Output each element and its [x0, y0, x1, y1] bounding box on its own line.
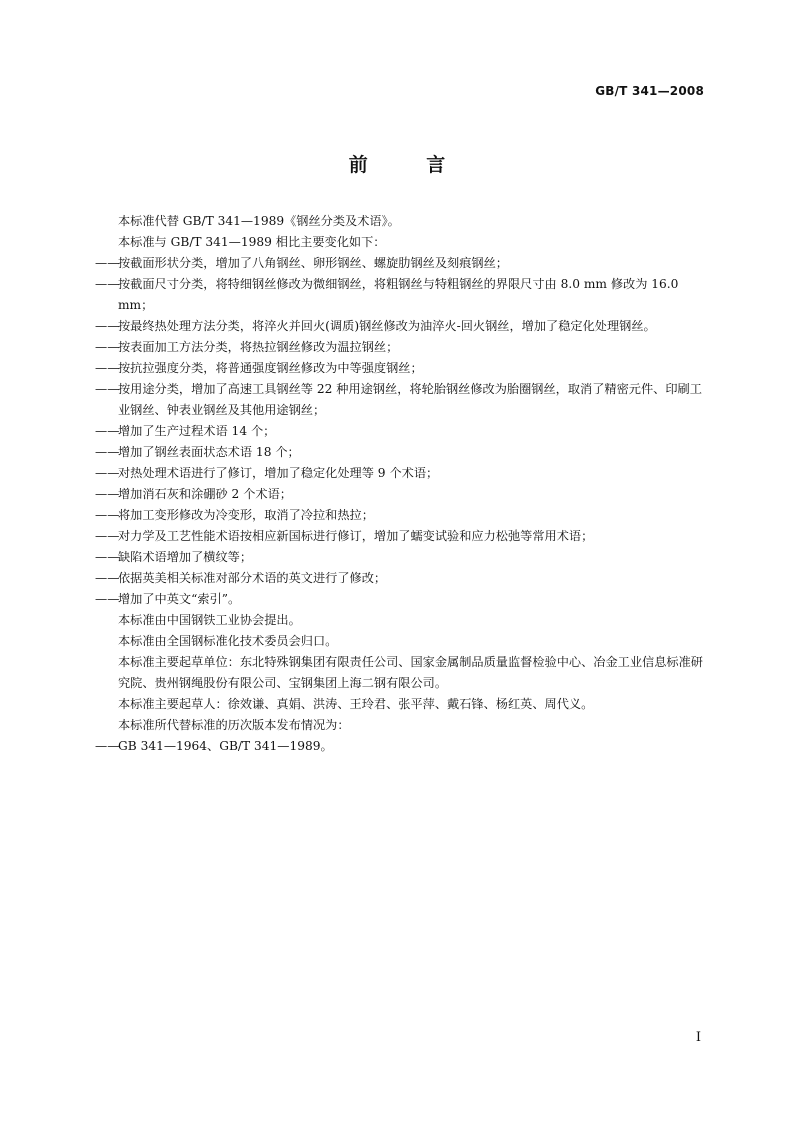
list-item: [95, 547, 708, 568]
dash-mark: ——: [95, 277, 120, 291]
change-text: 增加了钢丝表面状态术语 18 个；: [118, 445, 300, 459]
replace-statement: 本标准代替 GB/T 341—1989《钢丝分类及术语》。: [118, 214, 400, 228]
change-text: 将加工变形修改为冷变形，取消了冷拉和热拉；: [118, 508, 374, 522]
change-text: 增加了中英文“索引”。: [118, 592, 241, 606]
change-text: 对热处理术语进行了修订，增加了稳定化处理等 9 个术语；: [118, 466, 439, 480]
managed-by: 本标准由全国钢标准化技术委员会归口。: [118, 634, 338, 648]
dash-mark: ——: [95, 529, 120, 543]
change-text: 缺陷术语增加了横纹等；: [118, 550, 253, 564]
change-text: 依据英美相关标准对部分术语的英文进行了修改；: [118, 571, 387, 585]
dash-mark: ——: [95, 361, 120, 375]
list-item: [95, 379, 708, 421]
dash-mark: ——: [95, 487, 120, 501]
list-item: [95, 337, 708, 358]
list-item: [95, 463, 708, 484]
list-item: [95, 253, 708, 274]
change-text: 增加消石灰和涂硼砂 2 个术语；: [118, 487, 292, 501]
dash-mark: ——: [95, 382, 120, 396]
drafting-units-text: 本标准主要起草单位：东北特殊钢集团有限责任公司、国家金属制品质量监督检验中心、冶金工业信息标准研究院、贵州钢绳股份有限公司、宝钢集团上海二钢有限公司。: [118, 655, 703, 690]
list-item: [95, 526, 708, 547]
change-text: 按抗拉强度分类，将普通强度钢丝修改为中等强度钢丝；: [118, 361, 423, 375]
dash-mark: ——: [95, 571, 120, 585]
list-item: [95, 484, 708, 505]
drafters: 本标准主要起草人：徐效谦、真娟、洪涛、王玲君、张平萍、戴石锋、杨红英、周代义。: [118, 697, 594, 711]
proposed-by: 本标准由中国钢铁工业协会提出。: [118, 613, 301, 627]
page-title: 前 言: [348, 154, 472, 176]
dash-mark: ——: [95, 340, 120, 354]
list-item: [95, 736, 708, 757]
page-number: I: [695, 1030, 701, 1045]
drafting-units: [95, 652, 708, 694]
dash-mark: ——: [95, 739, 120, 753]
dash-mark: ——: [95, 550, 120, 564]
dash-mark: ——: [95, 508, 120, 522]
change-text: 按截面尺寸分类，将特细钢丝修改为微细钢丝，将粗钢丝与特粗钢丝的界限尺寸由 8.0 mm 修改为 16.0 mm；: [118, 277, 679, 312]
list-item: [95, 274, 708, 316]
dash-mark: ——: [95, 592, 120, 606]
dash-mark: ——: [95, 445, 120, 459]
change-text: 按最终热处理方法分类，将淬火并回火(调质)钢丝修改为油淬火-回火钢丝，增加了稳定化处理钢丝。: [118, 319, 656, 333]
change-text: 对力学及工艺性能术语按相应新国标进行修订，增加了蠕变试验和应力松弛等常用术语；: [118, 529, 594, 543]
list-item: [95, 589, 708, 610]
change-text: 增加了生产过程术语 14 个；: [118, 424, 276, 438]
change-text: 按表面加工方法分类，将热拉钢丝修改为温拉钢丝；: [118, 340, 399, 354]
list-item: [95, 358, 708, 379]
dash-mark: ——: [95, 256, 120, 270]
dash-mark: ——: [95, 466, 120, 480]
dash-mark: ——: [95, 319, 120, 333]
changes-intro: 本标准与 GB/T 341—1989 相比主要变化如下：: [118, 235, 386, 249]
dash-mark: ——: [95, 424, 120, 438]
standard-code: GB/T 341—2008: [595, 84, 704, 98]
change-text: 按用途分类，增加了高速工具钢丝等 22 种用途钢丝，将轮胎钢丝修改为胎圈钢丝，取消了精密元件、印刷工业钢丝、钟表业钢丝及其他用途钢丝；: [118, 382, 702, 417]
document-body: [95, 211, 708, 757]
list-item: [95, 316, 708, 337]
history-intro: 本标准所代替标准的历次版本发布情况为：: [118, 718, 350, 732]
list-item: [95, 442, 708, 463]
change-text: 按截面形状分类，增加了八角钢丝、卵形钢丝、螺旋肋钢丝及刻痕钢丝；: [118, 256, 508, 270]
list-item: [95, 421, 708, 442]
list-item: [95, 568, 708, 589]
history-text: GB 341—1964、GB/T 341—1989。: [118, 739, 333, 753]
list-item: [95, 505, 708, 526]
